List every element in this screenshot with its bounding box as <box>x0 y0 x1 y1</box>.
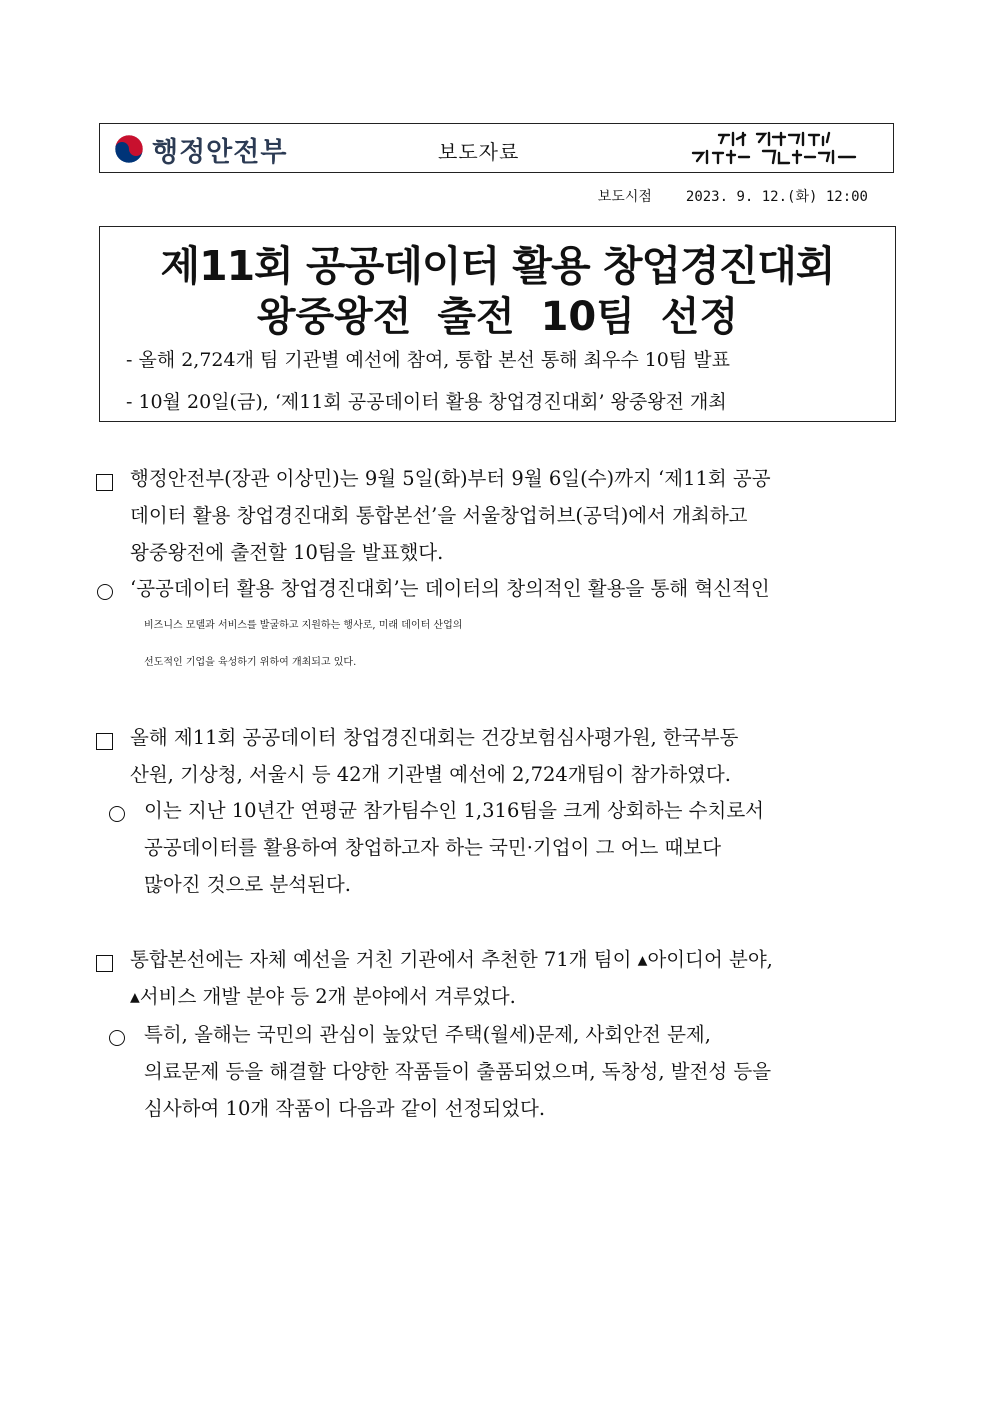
paragraph-2 <box>130 719 896 793</box>
paragraph-line: 행정안전부(장관 이상민)는 9월 5일(화)부터 9월 6일(수)까지 ‘제11회 공공 <box>130 467 771 490</box>
handwritten-slogan <box>683 127 863 171</box>
square-bullet-icon <box>96 733 113 750</box>
subheading-2: - 10월 20일(금), ‘제11회 공공데이터 활용 창업경진대회’ 왕중왕전 개최 <box>126 391 727 413</box>
release-time <box>598 186 868 206</box>
paragraph-line: 공공데이터를 활용하여 창업하고자 하는 국민·기업이 그 어느 때보다 <box>144 836 722 859</box>
paragraph-line: 특히, 올해는 국민의 관심이 높았던 주택(월세)문제, 사회안전 문제, <box>144 1023 711 1046</box>
release-datetime: 2023. 9. 12.(화) 12:00 <box>685 189 868 205</box>
square-bullet-icon <box>96 474 113 491</box>
paragraph-2a <box>144 792 896 903</box>
subheading-1: - 올해 2,724개 팀 기관별 예선에 참여, 통합 본선 통해 최우수 10팀 발표 <box>126 349 731 371</box>
headline-line1: 제11회 공공데이터 활용 창업경진대회 <box>160 242 835 290</box>
headline-box <box>99 226 896 422</box>
paragraph-line: ‘공공데이터 활용 창업경진대회’는 데이터의 창의적인 활용을 통해 혁신적인 <box>130 577 770 600</box>
paragraph-line: 올해 제11회 공공데이터 창업경진대회는 건강보험심사평가원, 한국부동 <box>130 726 739 749</box>
paragraph-3 <box>130 941 896 1015</box>
paragraph-line: 왕중왕전에 출전할 10팀을 발표했다. <box>130 541 444 564</box>
paragraph-line: 많아진 것으로 분석된다. <box>144 873 351 896</box>
paragraph-line: 이는 지난 10년간 연평균 참가팀수인 1,316팀을 크게 상회하는 수치로서 <box>144 799 764 822</box>
paragraph-line: 선도적인 기업을 육성하기 위하여 개최되고 있다. <box>144 657 357 668</box>
paragraph-line: 통합본선에는 자체 예선을 거친 기관에서 추천한 71개 팀이 ▴아이디어 분야, <box>130 948 773 971</box>
document-type: 보도자료 <box>438 140 520 164</box>
paragraph-1 <box>130 460 896 571</box>
press-header <box>99 123 894 173</box>
ministry-name: 행정안전부 <box>152 136 288 168</box>
circle-bullet-icon <box>97 584 113 600</box>
ministry-logo <box>114 132 287 166</box>
paragraph-line: 산원, 기상청, 서울시 등 42개 기관별 예선에 2,724개팀이 참가하였다. <box>130 763 731 786</box>
release-label: 보도시점 <box>597 189 652 205</box>
circle-bullet-icon <box>109 806 125 822</box>
paragraph-line: 데이터 활용 창업경진대회 통합본선’을 서울창업허브(공덕)에서 개최하고 <box>130 504 748 527</box>
taegeuk-emblem-icon <box>114 134 144 164</box>
headline-line2: 왕중왕전 출전 10팀 선정 <box>256 294 739 340</box>
paragraph-3a <box>144 1016 896 1127</box>
paragraph-line: ▴서비스 개발 분야 등 2개 분야에서 겨루었다. <box>130 985 516 1008</box>
square-bullet-icon <box>96 955 113 972</box>
paragraph-line: 의료문제 등을 해결할 다양한 작품들이 출품되었으며, 독창성, 발전성 등을 <box>144 1060 772 1083</box>
paragraph-line: 심사하여 10개 작품이 다음과 같이 선정되었다. <box>144 1097 546 1120</box>
paragraph-line: 비즈니스 모델과 서비스를 발굴하고 지원하는 행사로, 미래 데이터 산업의 <box>144 620 463 631</box>
circle-bullet-icon <box>109 1030 125 1046</box>
paragraph-1a <box>130 570 896 681</box>
